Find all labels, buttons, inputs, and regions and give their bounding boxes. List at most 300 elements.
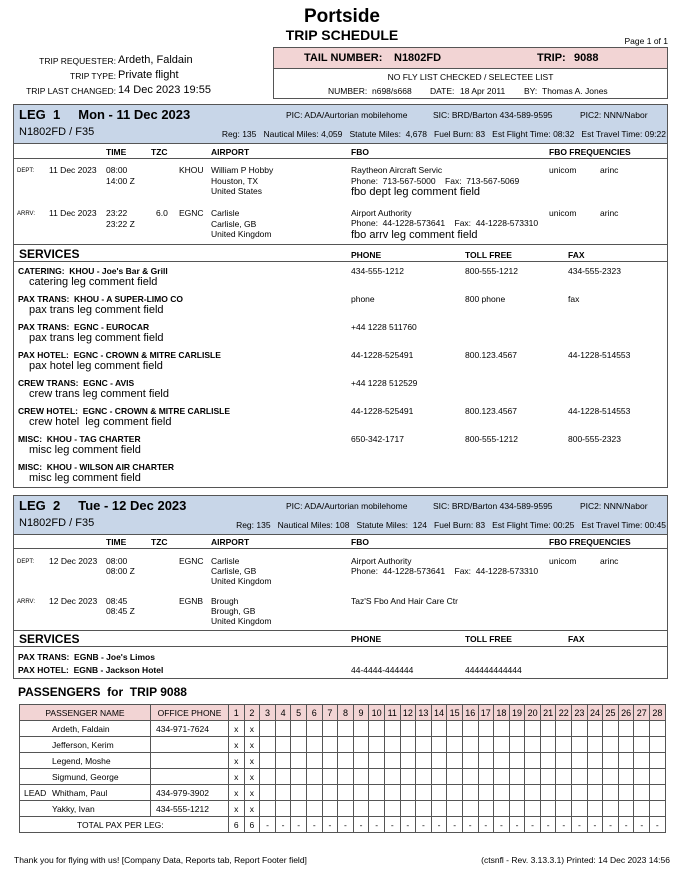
- leg2-col-fbo-freq: FBO FREQUENCIES: [549, 537, 631, 547]
- total-pax-cell: -: [572, 817, 588, 833]
- leg-mark: [525, 769, 541, 785]
- leg-mark: [447, 785, 463, 801]
- service-toll-free: 444444444444: [465, 665, 522, 675]
- total-pax-cell: -: [587, 817, 603, 833]
- leg2-dept-time: 08:00: [106, 556, 128, 566]
- leg-mark: [306, 801, 322, 817]
- leg2-col-time: TIME: [106, 537, 127, 547]
- total-pax-cell: -: [306, 817, 322, 833]
- footer-left: Thank you for flying with us! [Company Data, Reports tab, Report Footer field]: [14, 855, 307, 865]
- leg-mark: [525, 721, 541, 737]
- leg-mark: [322, 801, 338, 817]
- passenger-office-phone: [151, 753, 229, 769]
- leg-mark: [618, 737, 634, 753]
- total-pax-cell: -: [603, 817, 619, 833]
- leg-mark: x: [229, 769, 245, 785]
- leg-mark: [353, 801, 369, 817]
- leg1-col-fax: FAX: [568, 250, 585, 260]
- trip-number: 9088: [574, 52, 599, 64]
- leg-mark: [291, 801, 307, 817]
- passengers-title: PASSENGERS for TRIP 9088: [18, 685, 187, 699]
- leg-mark: [478, 785, 494, 801]
- nofly-by: Thomas A. Jones: [542, 86, 608, 96]
- leg-mark: [556, 753, 572, 769]
- leg-mark: [603, 721, 619, 737]
- leg-mark: [400, 769, 416, 785]
- leg-mark: [416, 721, 432, 737]
- leg2-dept-country: United Kingdom: [211, 576, 272, 586]
- total-pax-cell: -: [478, 817, 494, 833]
- leg-mark: [618, 753, 634, 769]
- total-pax-cell: 6: [244, 817, 260, 833]
- service-phone: +44 1228 512529: [351, 378, 418, 388]
- leg-mark: [291, 753, 307, 769]
- leg-mark: [275, 769, 291, 785]
- leg2-col-tzc: TZC: [151, 537, 168, 547]
- leg-mark: [291, 721, 307, 737]
- total-pax-cell: -: [447, 817, 463, 833]
- col-leg: 8: [338, 705, 354, 721]
- last-changed-value: 14 Dec 2023 19:55: [118, 84, 211, 96]
- service-name: CREW HOTEL: EGNC - CROWN & MITRE CARLISLE: [18, 406, 231, 416]
- leg-mark: [509, 769, 525, 785]
- leg-mark: [338, 737, 354, 753]
- leg-mark: [462, 737, 478, 753]
- leg1-dept-fbo: Raytheon Aircraft Servic: [351, 165, 443, 175]
- leg1-arrv-label: ARRV:: [17, 211, 36, 217]
- col-leg: 5: [291, 705, 307, 721]
- leg2-col-phone: PHONE: [351, 634, 382, 644]
- page-number: Page 1 of 1: [624, 36, 668, 46]
- passenger-name-cell: [20, 721, 151, 737]
- leg-mark: [447, 721, 463, 737]
- leg-mark: [416, 785, 432, 801]
- leg2-dept-fbo-phone: Phone: 44-1228-573641 Fax: 44-1228-573310: [351, 566, 539, 576]
- leg-mark: [275, 801, 291, 817]
- leg-mark: x: [229, 785, 245, 801]
- leg-mark: [338, 801, 354, 817]
- total-pax-cell: -: [416, 817, 432, 833]
- nofly-number: n698/s668: [372, 86, 412, 96]
- leg1-arrv-airport: Carlisle: [211, 208, 240, 218]
- report-title: TRIP SCHEDULE: [285, 27, 399, 43]
- footer-right: (ctsnfl - Rev. 3.13.3.1) Printed: 14 Dec 2023 14:56: [481, 855, 670, 865]
- leg1-dept-freq2: arinc: [600, 165, 619, 175]
- leg-mark: [322, 785, 338, 801]
- tail-trip-box: [273, 47, 668, 69]
- leg-mark: [400, 785, 416, 801]
- leg2-services-col-rule: [13, 646, 668, 647]
- leg-mark: x: [244, 753, 260, 769]
- leg-mark: [572, 737, 588, 753]
- leg-mark: [447, 737, 463, 753]
- leg-mark: [369, 769, 385, 785]
- passenger-name: Ardeth, Faldain: [52, 723, 110, 734]
- total-pax-cell: -: [650, 817, 666, 833]
- leg-mark: [556, 737, 572, 753]
- leg-mark: [587, 801, 603, 817]
- leg-mark: [634, 769, 650, 785]
- col-leg: 2: [244, 705, 260, 721]
- service-name: PAX TRANS: EGNC - EUROCAR: [18, 322, 150, 332]
- col-leg: 7: [322, 705, 338, 721]
- leg1-pic2: PIC2: NNN/Nabor: [580, 110, 648, 120]
- leg-mark: [384, 721, 400, 737]
- service-name: PAX TRANS: EGNB - Joe's Limos: [18, 652, 155, 662]
- leg-mark: [322, 737, 338, 753]
- leg2-dept-airport: Carlisle: [211, 556, 240, 566]
- leg-mark: [275, 737, 291, 753]
- passenger-name-cell: [20, 769, 151, 785]
- nofly-date-label: DATE:: [430, 86, 455, 96]
- total-pax-cell: -: [291, 817, 307, 833]
- leg1-arrv-time: 23:22: [106, 208, 128, 218]
- leg-mark: [634, 737, 650, 753]
- leg2-col-rule: [13, 548, 668, 549]
- leg2-arrv-time-z: 08:45 Z: [106, 606, 135, 616]
- leg-mark: [291, 769, 307, 785]
- service-comment: misc leg comment field: [29, 444, 141, 456]
- leg-mark: [587, 785, 603, 801]
- leg1-dept-fbo-phone: Phone: 713-567-5000 Fax: 713-567-5069: [351, 176, 520, 186]
- leg-mark: [260, 785, 276, 801]
- leg1-dept-label: DEPT:: [17, 168, 35, 174]
- leg-mark: [603, 785, 619, 801]
- leg-mark: [603, 753, 619, 769]
- col-leg: 10: [369, 705, 385, 721]
- leg1-dept-time-z: 14:00 Z: [106, 176, 135, 186]
- leg-mark: [462, 785, 478, 801]
- leg-mark: [634, 801, 650, 817]
- leg-mark: [400, 737, 416, 753]
- leg-mark: [556, 721, 572, 737]
- leg2-pic2: PIC2: NNN/Nabor: [580, 501, 648, 511]
- total-pax-cell: -: [462, 817, 478, 833]
- leg1-title: LEG 1 Mon - 11 Dec 2023: [19, 107, 191, 122]
- leg-mark: [494, 721, 510, 737]
- leg-mark: [291, 785, 307, 801]
- leg2-dept-fbo: Airport Authority: [351, 556, 412, 566]
- passenger-name-cell: [20, 801, 151, 817]
- leg1-dept-freq1: unicom: [549, 165, 577, 175]
- total-pax-cell: -: [431, 817, 447, 833]
- leg1-arrv-freq1: unicom: [549, 208, 577, 218]
- total-pax-cell: -: [353, 817, 369, 833]
- passenger-row: [20, 769, 666, 785]
- col-leg: 19: [509, 705, 525, 721]
- leg-mark: [634, 753, 650, 769]
- leg1-dept-code: KHOU: [179, 165, 204, 175]
- leg-mark: [306, 785, 322, 801]
- leg1-sic: SIC: BRD/Barton 434-589-9595: [433, 110, 553, 120]
- service-name: PAX TRANS: KHOU - A SUPER-LIMO CO: [18, 294, 183, 304]
- leg2-aircraft: N1802FD / F35: [19, 517, 95, 529]
- leg2-title: LEG 2 Tue - 12 Dec 2023: [19, 498, 187, 513]
- col-leg: 11: [384, 705, 400, 721]
- total-pax-cell: -: [400, 817, 416, 833]
- leg-mark: [275, 721, 291, 737]
- trip-type-value: Private flight: [118, 69, 179, 81]
- leg-mark: [462, 801, 478, 817]
- total-pax-cell: -: [338, 817, 354, 833]
- leg-mark: [587, 721, 603, 737]
- total-pax-cell: -: [525, 817, 541, 833]
- leg-mark: [306, 753, 322, 769]
- total-pax-cell: -: [618, 817, 634, 833]
- leg-mark: [634, 785, 650, 801]
- passenger-name: Jefferson, Kerim: [52, 739, 114, 750]
- passenger-name-cell: [20, 785, 151, 801]
- leg-mark: [540, 769, 556, 785]
- leg-mark: [603, 769, 619, 785]
- leg-mark: [478, 737, 494, 753]
- leg2-services-rule: [13, 630, 668, 631]
- leg-mark: [384, 769, 400, 785]
- leg-mark: [369, 721, 385, 737]
- leg-mark: [650, 737, 666, 753]
- passenger-name: Legend, Moshe: [52, 755, 111, 766]
- passenger-name: Sigmund, George: [52, 771, 119, 782]
- leg-mark: [353, 721, 369, 737]
- col-fbo-freq: FBO FREQUENCIES: [549, 147, 631, 157]
- passengers-table: [19, 704, 666, 833]
- col-leg: 13: [416, 705, 432, 721]
- leg-mark: [509, 721, 525, 737]
- nofly-number-label: NUMBER:: [328, 86, 368, 96]
- leg-mark: [322, 721, 338, 737]
- col-leg: 9: [353, 705, 369, 721]
- leg-mark: [353, 737, 369, 753]
- leg-mark: [462, 753, 478, 769]
- leg2-pic: PIC: ADA/Aurtorian mobilehome: [286, 501, 408, 511]
- leg-mark: [400, 721, 416, 737]
- nofly-by-label: BY:: [524, 86, 538, 96]
- tail-number: N1802FD: [394, 52, 442, 64]
- leg-mark: [260, 769, 276, 785]
- leg-mark: [478, 801, 494, 817]
- service-fax: 800-555-2323: [568, 434, 621, 444]
- col-leg: 21: [540, 705, 556, 721]
- service-fax: 434-555-2323: [568, 266, 621, 276]
- leg-mark: [587, 769, 603, 785]
- nofly-text: NO FLY LIST CHECKED / SELECTEE LIST: [387, 72, 554, 82]
- leg-mark: [509, 753, 525, 769]
- leg-mark: [306, 721, 322, 737]
- leg1-arrv-tzc: 6.0: [156, 208, 168, 218]
- leg-mark: [431, 801, 447, 817]
- total-pax-cell: -: [260, 817, 276, 833]
- total-pax-cell: -: [494, 817, 510, 833]
- passenger-row: [20, 737, 666, 753]
- service-phone: +44 1228 511760: [351, 322, 417, 332]
- leg2-dept-code: EGNC: [179, 556, 204, 566]
- leg-mark: x: [244, 769, 260, 785]
- company-name: Portside: [303, 6, 381, 27]
- leg-mark: [369, 737, 385, 753]
- leg-mark: [306, 769, 322, 785]
- col-leg: 23: [572, 705, 588, 721]
- leg-mark: [494, 753, 510, 769]
- leg2-dept-time-z: 08:00 Z: [106, 566, 135, 576]
- leg2-col-fax: FAX: [568, 634, 585, 644]
- leg-mark: [338, 769, 354, 785]
- leg-mark: [384, 801, 400, 817]
- leg-mark: [603, 801, 619, 817]
- leg1-col-tollfree: TOLL FREE: [465, 250, 512, 260]
- leg-mark: x: [229, 737, 245, 753]
- leg1-aircraft: N1802FD / F35: [19, 126, 95, 138]
- leg-mark: x: [244, 737, 260, 753]
- service-name: PAX HOTEL: EGNB - Jackson Hotel: [18, 665, 164, 675]
- leg1-arrv-date: 11 Dec 2023: [49, 208, 97, 218]
- col-leg: 3: [260, 705, 276, 721]
- passenger-office-phone: 434-555-1212: [151, 801, 229, 817]
- leg1-dept-time: 08:00: [106, 165, 128, 175]
- total-pax-cell: -: [369, 817, 385, 833]
- leg-mark: [494, 769, 510, 785]
- total-pax-row: [20, 817, 666, 833]
- service-name: MISC: KHOU - TAG CHARTER: [18, 434, 141, 444]
- leg2-arrv-airport: Brough: [211, 596, 239, 606]
- leg-mark: x: [229, 753, 245, 769]
- col-leg: 6: [306, 705, 322, 721]
- leg-mark: [540, 785, 556, 801]
- service-toll-free: 800 phone: [465, 294, 506, 304]
- passenger-row: [20, 721, 666, 737]
- leg-mark: [494, 737, 510, 753]
- leg-mark: [431, 785, 447, 801]
- leg2-stats: Reg: 135 Nautical Miles: 108 Statute Miles: 124 Fuel Burn: 83 Est Flight Time: 00:25 Est Travel Time: 00:45: [236, 520, 666, 530]
- col-leg: 17: [478, 705, 494, 721]
- trip-label: TRIP:: [537, 52, 566, 64]
- leg1-dept-city: Houston, TX: [211, 176, 259, 186]
- passenger-office-phone: [151, 769, 229, 785]
- leg-mark: x: [244, 721, 260, 737]
- service-comment: pax hotel leg comment field: [29, 360, 163, 372]
- col-leg: 4: [275, 705, 291, 721]
- leg1-arrv-fbo: Airport Authority: [351, 208, 412, 218]
- service-name: CATERING: KHOU - Joe's Bar & Grill: [18, 266, 168, 276]
- passengers-header-row: [20, 705, 666, 721]
- leg-mark: [260, 737, 276, 753]
- leg1-col-rule: [13, 158, 668, 159]
- tail-label: TAIL NUMBER:: [304, 52, 383, 64]
- leg-mark: x: [244, 801, 260, 817]
- col-leg: 22: [556, 705, 572, 721]
- passenger-row: [20, 753, 666, 769]
- leg-mark: [618, 785, 634, 801]
- leg-mark: [447, 769, 463, 785]
- leg-mark: [431, 769, 447, 785]
- service-phone: phone: [351, 294, 375, 304]
- leg1-arrv-code: EGNC: [179, 208, 204, 218]
- leg2-col-fbo: FBO: [351, 537, 369, 547]
- leg-mark: [260, 801, 276, 817]
- leg2-sic: SIC: BRD/Barton 434-589-9595: [433, 501, 553, 511]
- leg-mark: [540, 801, 556, 817]
- leg1-dept-comment: fbo dept leg comment field: [351, 186, 481, 198]
- col-leg: 24: [587, 705, 603, 721]
- total-pax-cell: -: [634, 817, 650, 833]
- leg-mark: [587, 737, 603, 753]
- leg-mark: [338, 753, 354, 769]
- col-leg: 26: [618, 705, 634, 721]
- leg-mark: [369, 785, 385, 801]
- service-comment: misc leg comment field: [29, 472, 141, 484]
- service-toll-free: 800-555-1212: [465, 434, 518, 444]
- leg-mark: [447, 801, 463, 817]
- service-name: MISC: KHOU - WILSON AIR CHARTER: [18, 462, 174, 472]
- leg2-arrv-code: EGNB: [179, 596, 204, 606]
- leg-mark: [618, 801, 634, 817]
- leg2-arrv-fbo: Taz'S Fbo And Hair Care Ctr: [351, 596, 458, 606]
- leg1-arrv-country: United Kingdom: [211, 229, 272, 239]
- leg-mark: [260, 721, 276, 737]
- leg1-dept-date: 11 Dec 2023: [49, 165, 97, 175]
- service-fax: 44-1228-514553: [568, 406, 631, 416]
- leg-mark: [353, 753, 369, 769]
- leg-mark: [478, 769, 494, 785]
- leg-mark: [572, 801, 588, 817]
- leg-mark: [416, 769, 432, 785]
- col-leg: 14: [431, 705, 447, 721]
- total-pax-cell: -: [556, 817, 572, 833]
- leg-mark: [322, 753, 338, 769]
- leg-mark: [634, 721, 650, 737]
- total-pax-label: TOTAL PAX PER LEG:: [20, 817, 229, 833]
- requester-value: Ardeth, Faldain: [118, 54, 193, 66]
- col-leg: 15: [447, 705, 463, 721]
- leg2-dept-label: DEPT:: [17, 559, 35, 565]
- leg-mark: [291, 737, 307, 753]
- leg2-arrv-city: Brough, GB: [211, 606, 256, 616]
- leg-mark: [525, 737, 541, 753]
- leg-mark: [494, 785, 510, 801]
- leg-mark: [572, 753, 588, 769]
- passenger-row: [20, 785, 666, 801]
- service-phone: 44-1228-525491: [351, 406, 414, 416]
- col-leg: 28: [650, 705, 666, 721]
- leg1-arrv-time-z: 23:22 Z: [106, 219, 135, 229]
- leg-mark: x: [229, 801, 245, 817]
- service-comment: catering leg comment field: [29, 276, 158, 288]
- passenger-name: Whitham, Paul: [52, 787, 108, 798]
- leg1-services-title: SERVICES: [19, 247, 80, 261]
- leg1-col-phone: PHONE: [351, 250, 382, 260]
- col-time: TIME: [106, 147, 127, 157]
- leg-mark: [509, 801, 525, 817]
- leg-mark: [572, 785, 588, 801]
- col-airport: AIRPORT: [211, 147, 250, 157]
- leg2-dept-date: 12 Dec 2023: [49, 556, 98, 566]
- leg-mark: [509, 737, 525, 753]
- leg1-pic: PIC: ADA/Aurtorian mobilehome: [286, 110, 408, 120]
- service-toll-free: 800.123.4567: [465, 350, 517, 360]
- col-leg: 20: [525, 705, 541, 721]
- leg-mark: [540, 753, 556, 769]
- total-pax-cell: -: [540, 817, 556, 833]
- service-toll-free: 800.123.4567: [465, 406, 517, 416]
- leg-mark: [369, 753, 385, 769]
- leg2-services-title: SERVICES: [19, 632, 80, 646]
- total-pax-cell: -: [322, 817, 338, 833]
- leg2-dept-freq1: unicom: [549, 556, 577, 566]
- col-office-phone: OFFICE PHONE: [151, 705, 229, 721]
- leg-mark: [384, 785, 400, 801]
- col-leg: 16: [462, 705, 478, 721]
- leg2-arrv-label: ARRV:: [17, 599, 36, 605]
- col-leg: 18: [494, 705, 510, 721]
